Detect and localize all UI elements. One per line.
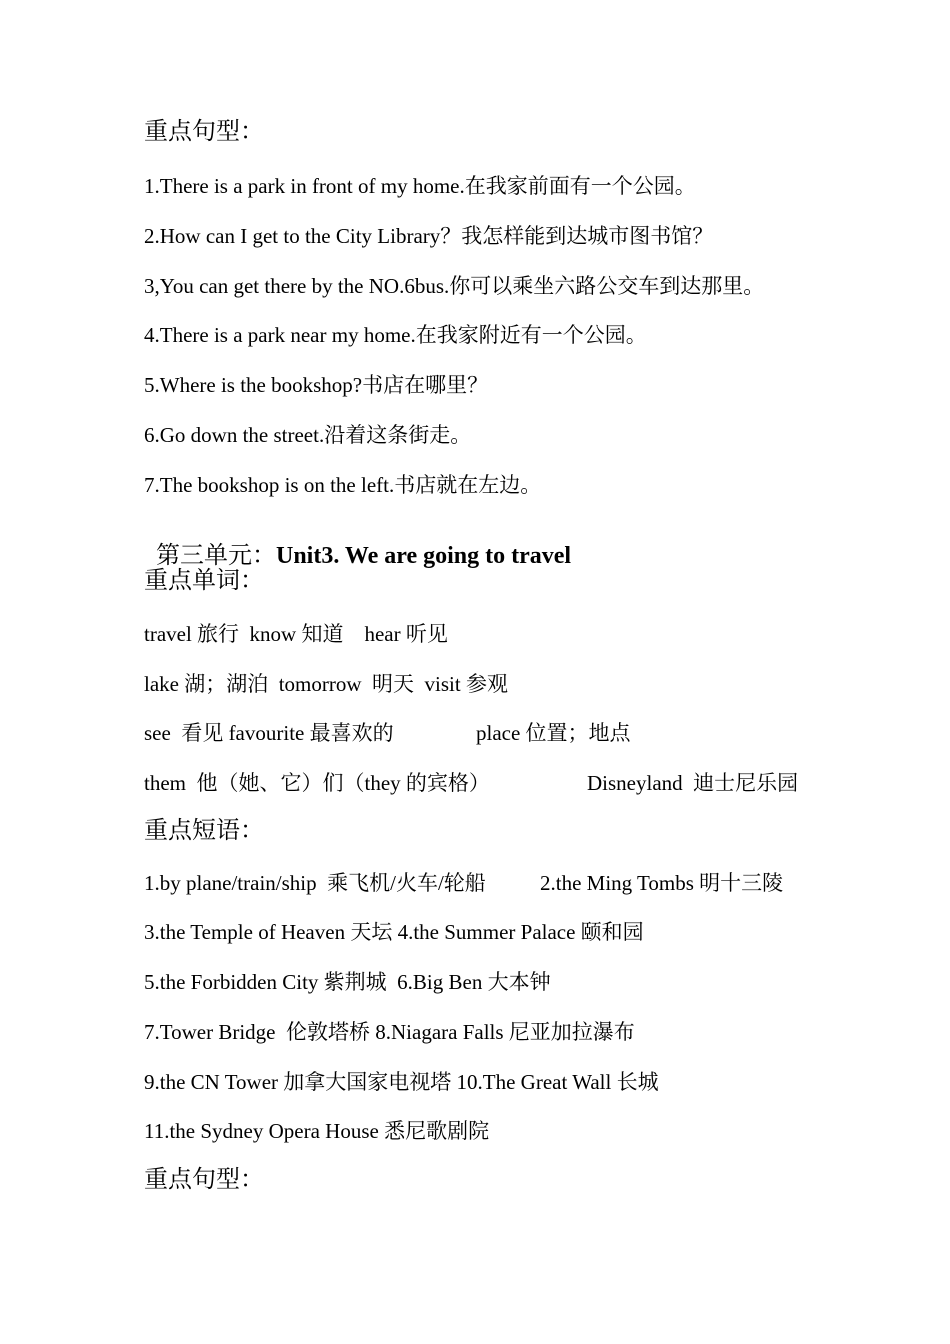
phrase-row-1-left: 1.by plane/train/ship 乘飞机/火车/轮船 xyxy=(144,871,486,895)
sentence-6: 6.Go down the street.沿着这条街走。 xyxy=(144,423,472,447)
phrase-row-2: 3.the Temple of Heaven 天坛 4.the Summer Palace 颐和园 xyxy=(144,920,644,944)
unit-heading xyxy=(144,520,571,568)
sentence-3: 3,You can get there by the NO.6bus.你可以乘坐六路公交车到达那里。 xyxy=(144,274,765,298)
vocab-row-1: travel 旅行 know 知道 hear 听见 xyxy=(144,622,448,646)
vocab-row-4-left: them 他（她、它）们（they 的宾格） xyxy=(144,771,490,795)
sentence-5: 5.Where is the bookshop?书店在哪里？ xyxy=(144,373,489,397)
phrase-row-5: 9.the CN Tower 加拿大国家电视塔 10.The Great Wall 长城 xyxy=(144,1070,659,1094)
vocab-row-3-left: see 看见 favourite 最喜欢的 xyxy=(144,721,394,745)
vocab-row-3-right: place 位置；地点 xyxy=(476,721,631,745)
phrase-row-6: 11.the Sydney Opera House 悉尼歌剧院 xyxy=(144,1119,490,1143)
sentence-4: 4.There is a park near my home.在我家附近有一个公园。 xyxy=(144,323,647,347)
sentence-2: 2.How can I get to the City Library？我怎样能到达城市图书馆？ xyxy=(144,224,714,248)
vocab-row-2: lake 湖；湖泊 tomorrow 明天 visit 参观 xyxy=(144,672,508,696)
unit-prefix: 第三单元： xyxy=(156,543,276,569)
sentence-7: 7.The bookshop is on the left.书店就在左边。 xyxy=(144,473,542,497)
section-heading-sentences-2: 重点句型： xyxy=(144,1167,264,1193)
phrase-row-1-right: 2.the Ming Tombs 明十三陵 xyxy=(540,871,784,895)
phrase-row-4: 7.Tower Bridge 伦敦塔桥 8.Niagara Falls 尼亚加拉瀑布 xyxy=(144,1020,635,1044)
section-heading-vocab: 重点单词： xyxy=(144,568,264,594)
unit-title: Unit3. We are going to travel xyxy=(276,543,572,569)
phrase-row-3: 5.the Forbidden City 紫荆城 6.Big Ben 大本钟 xyxy=(144,970,551,994)
sentence-1: 1.There is a park in front of my home.在我家前面有一个公园。 xyxy=(144,174,696,198)
section-heading-phrases: 重点短语： xyxy=(144,818,264,844)
vocab-row-4-right: Disneyland 迪士尼乐园 xyxy=(587,771,799,795)
section-heading-sentences: 重点句型： xyxy=(144,119,264,145)
